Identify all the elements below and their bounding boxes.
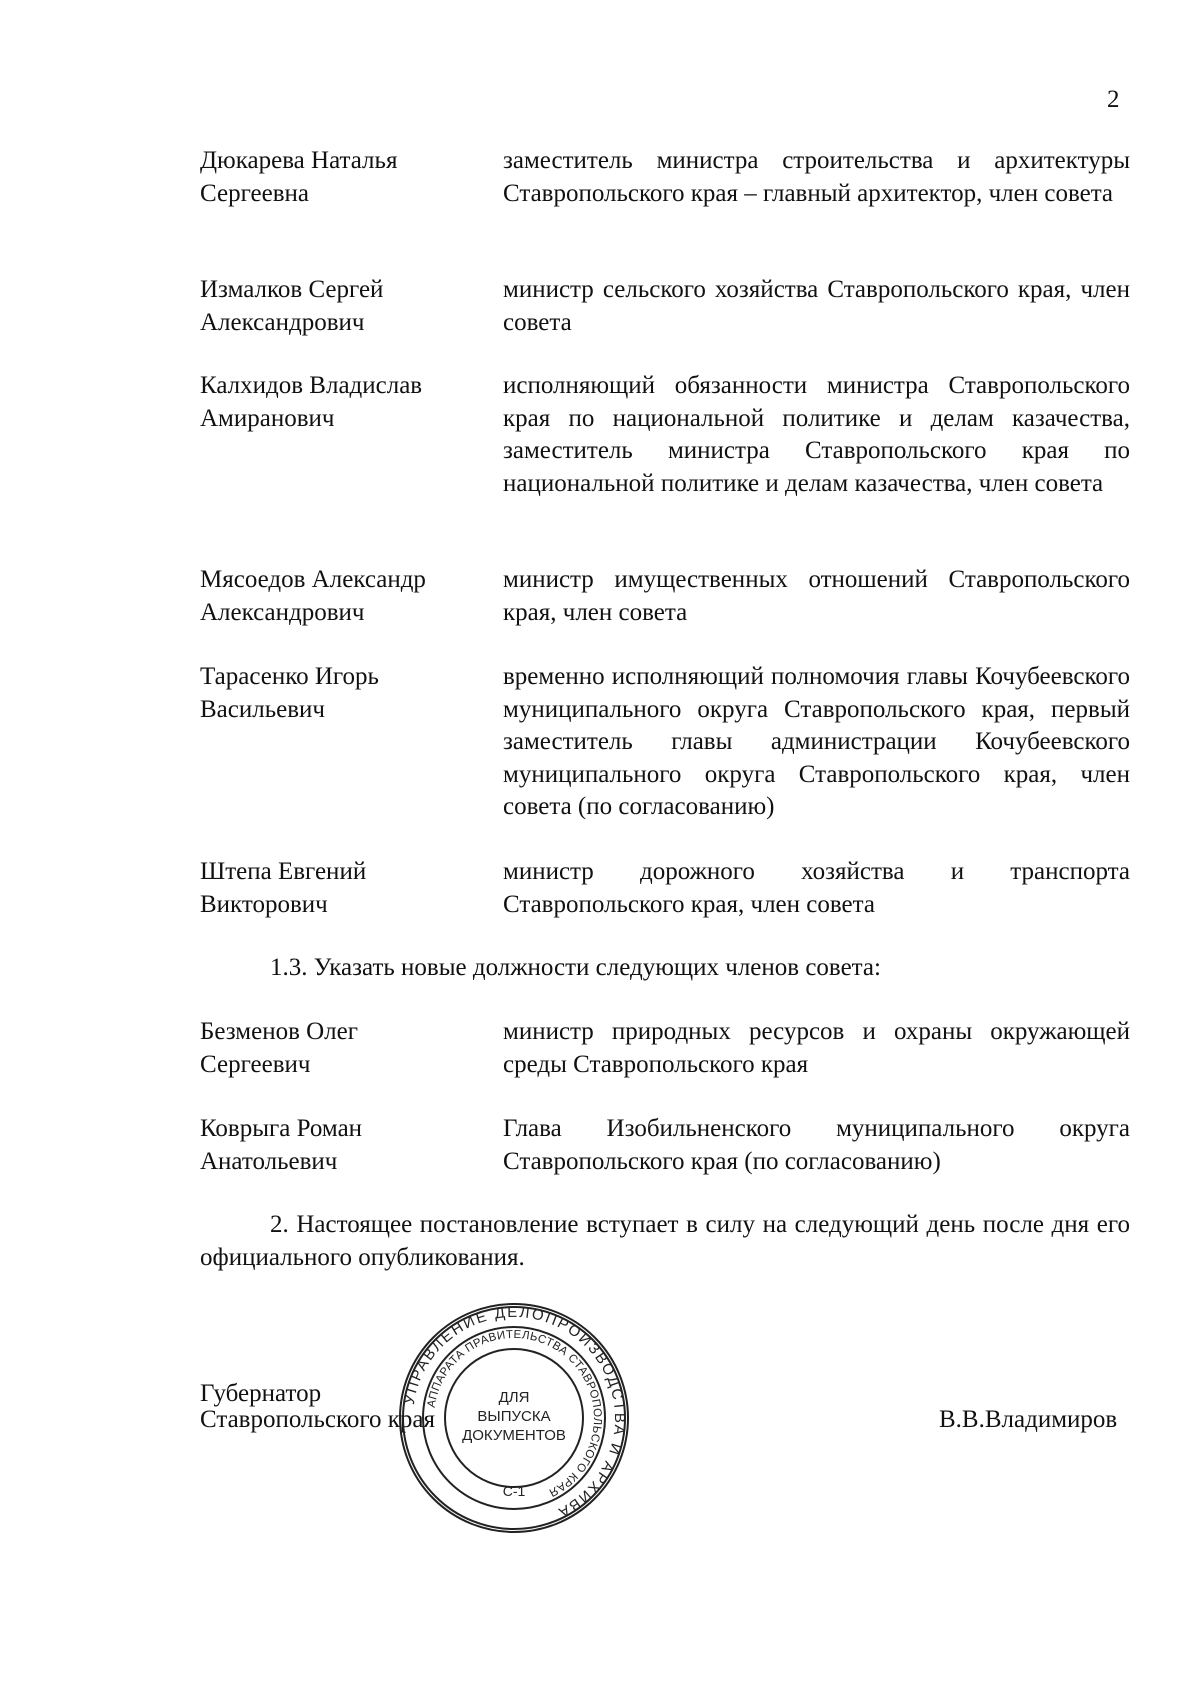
member-position: исполняющий обязанности министра Ставропольского края по национальной политике и делам казачества, заместитель министра Ставропольского края по национальной политике и делам казачества, член совета bbox=[503, 372, 1130, 497]
member-entry bbox=[200, 274, 1130, 339]
member-name: Мясоедов Александр Александрович bbox=[200, 566, 426, 626]
member-name: Тарасенко Игорь Васильевич bbox=[200, 663, 379, 723]
new-position-entry bbox=[200, 1113, 1130, 1178]
seal-center-text: ВЫПУСКА bbox=[477, 1408, 551, 1425]
member-position: министр природных ресурсов и охраны окружающей среды Ставропольского края bbox=[503, 1018, 1130, 1078]
signatory-title: Губернатор Ставропольского края bbox=[200, 1380, 435, 1433]
seal-code: С-1 bbox=[502, 1483, 526, 1499]
member-entry bbox=[200, 661, 1130, 824]
seal-center-text: ДЛЯ bbox=[498, 1389, 530, 1406]
member-entry bbox=[200, 856, 1130, 921]
member-position: министр сельского хозяйства Ставропольского края, член совета bbox=[503, 276, 1130, 336]
seal-outer-text: УПРАВЛЕНИЕ ДЕЛОПРОИЗВОДСТВА И АРХИВА bbox=[400, 1303, 629, 1522]
new-position-entry bbox=[200, 1016, 1130, 1081]
signatory-name: В.В.Владимиров bbox=[939, 1406, 1118, 1433]
member-position: временно исполняющий полномочия главы Кочубеевского муниципального округа Ставропольского края, первый заместитель главы администрации Кочубеевского муниципального округа Ставропольского края, член совета (по согласованию) bbox=[503, 663, 1130, 820]
member-position: Глава Изобильненского муниципального округа Ставропольского края (по согласованию) bbox=[503, 1115, 1130, 1175]
member-entry bbox=[200, 370, 1130, 500]
member-name: Дюкарева Наталья Сергеевна bbox=[200, 147, 398, 207]
member-position: министр дорожного хозяйства и транспорта Ставропольского края, член совета bbox=[503, 858, 1130, 918]
seal-center-text: ДОКУМЕНТОВ bbox=[462, 1427, 566, 1444]
member-entry bbox=[200, 564, 1130, 629]
member-position: заместитель министра строительства и архитектуры Ставропольского края – главный архитектор, член совета bbox=[503, 147, 1130, 207]
member-name: Безменов Олег Сергеевич bbox=[200, 1018, 359, 1078]
member-name: Штепа Евгений Викторович bbox=[200, 858, 367, 918]
clause-2: 2. Настоящее постановление вступает в силу на следующий день после дня его официального опубликования. bbox=[200, 1211, 1130, 1271]
member-name: Коврыга Роман Анатольевич bbox=[200, 1115, 363, 1175]
official-seal-stamp bbox=[398, 1302, 630, 1534]
member-name: Измалков Сергей Александрович bbox=[200, 276, 384, 336]
member-position: министр имущественных отношений Ставропольского края, член совета bbox=[503, 566, 1130, 626]
page-number: 2 bbox=[1107, 86, 1120, 113]
member-name: Калхидов Владислав Амиранович bbox=[200, 372, 423, 432]
seal-inner-text: АППАРАТА ПРАВИТЕЛЬСТВА СТАВРОПОЛЬСКОГО КРАЯ bbox=[425, 1328, 604, 1499]
member-entry bbox=[200, 145, 1130, 210]
clause-1-3: 1.3. Указать новые должности следующих членов совета: bbox=[270, 954, 881, 981]
